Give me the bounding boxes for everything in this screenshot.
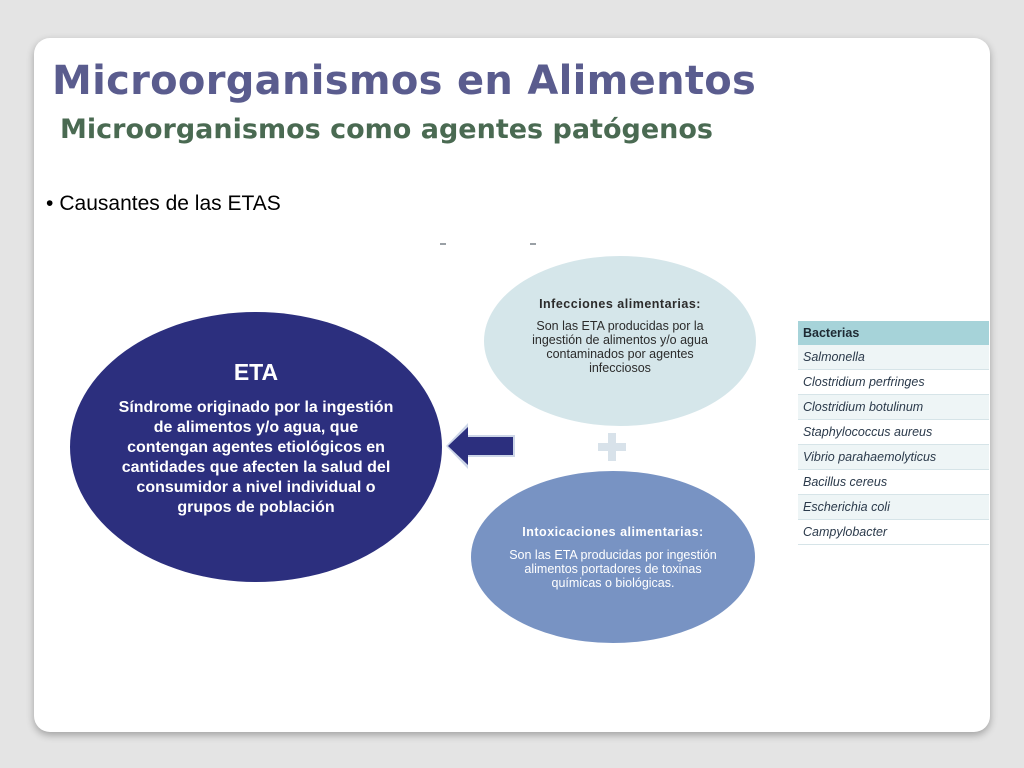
bacteria-cell: Clostridium botulinum bbox=[798, 395, 989, 420]
intoxicaciones-ellipse bbox=[471, 471, 755, 643]
bacteria-cell: Vibrio parahaemolyticus bbox=[798, 445, 989, 470]
bacteria-cell: Clostridium perfringes bbox=[798, 370, 989, 395]
bacteria-cell: Staphylococcus aureus bbox=[798, 420, 989, 445]
intoxicaciones-definition: Son las ETA producidas por ingestión alimentos portadores de toxinas químicas o biológicas. bbox=[509, 547, 717, 590]
bullet-dot-icon: • bbox=[46, 192, 54, 215]
bacteria-table-header: Bacterias bbox=[798, 321, 989, 345]
table-row bbox=[798, 370, 989, 395]
plus-icon bbox=[598, 433, 626, 461]
eta-definition: Síndrome originado por la ingestión de alimentos y/o agua, que contengan agentes etiológicos en cantidades que afecten la salud del consumidor a nivel individual o grupos de población bbox=[118, 398, 394, 516]
table-row bbox=[798, 495, 989, 520]
eta-heading: ETA bbox=[233, 358, 279, 385]
infecciones-ellipse bbox=[484, 256, 756, 426]
arrow-left-icon bbox=[444, 420, 518, 472]
eta-ellipse bbox=[70, 312, 442, 582]
bacteria-cell: Bacillus cereus bbox=[798, 470, 989, 495]
table-row bbox=[798, 420, 989, 445]
bullet-item bbox=[46, 192, 281, 216]
table-row bbox=[798, 520, 989, 545]
infecciones-definition: Son las ETA producidas por la ingestión de alimentos y/o agua contaminados por agentes infecciosos bbox=[532, 319, 708, 375]
infecciones-heading: Infecciones alimentarias: bbox=[539, 297, 701, 311]
table-row bbox=[798, 470, 989, 495]
intoxicaciones-heading: Intoxicaciones alimentarias: bbox=[522, 524, 704, 539]
table-row bbox=[798, 345, 989, 370]
table-row bbox=[798, 445, 989, 470]
decorative-dash bbox=[440, 243, 446, 245]
bacteria-cell: Escherichia coli bbox=[798, 495, 989, 520]
bacteria-cell: Salmonella bbox=[798, 345, 989, 370]
bacteria-cell: Campylobacter bbox=[798, 520, 989, 545]
decorative-dash bbox=[530, 243, 536, 245]
bacteria-table bbox=[798, 321, 989, 545]
table-row bbox=[798, 395, 989, 420]
slide-subtitle: Microorganismos como agentes patógenos bbox=[60, 114, 713, 145]
bullet-text: Causantes de las ETAS bbox=[59, 192, 281, 215]
slide-title: Microorganismos en Alimentos bbox=[52, 58, 757, 104]
